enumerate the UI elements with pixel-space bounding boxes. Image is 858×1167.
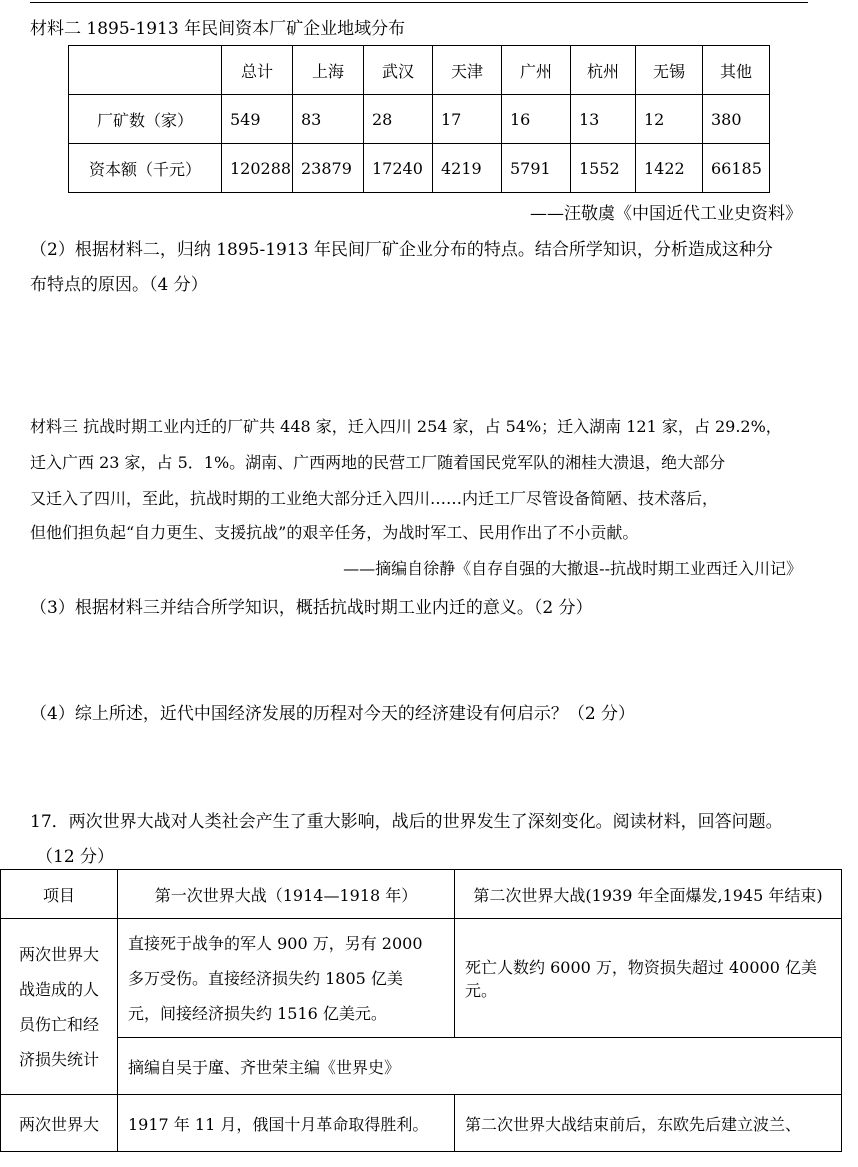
table-row <box>1 1095 842 1152</box>
header-cell-empty <box>69 46 222 95</box>
label-line: 战造成的人 <box>18 979 99 999</box>
header-cell-other: 其他 <box>703 46 770 95</box>
table-cell: 83 <box>293 95 364 144</box>
world-wars-table <box>0 869 842 1152</box>
table-cell: 23879 <box>293 144 364 193</box>
table-cell: 549 <box>222 95 293 144</box>
material3-line: 但他们担负起“自力更生、支援抗战”的艰辛任务，为战时军工、民用作出了不小贡献。 <box>30 523 639 542</box>
table-cell: 13 <box>571 95 636 144</box>
question-3: （3）根据材料三并结合所学知识，概括抗战时期工业内迁的意义。（2 分） <box>30 598 593 618</box>
header-cell-hangzhou: 杭州 <box>571 46 636 95</box>
header-cell-total: 总计 <box>222 46 293 95</box>
table-row <box>69 95 770 144</box>
table-cell: 1552 <box>571 144 636 193</box>
question-2-line2: 布特点的原因。（4 分） <box>30 275 208 295</box>
table-header-row <box>1 870 842 919</box>
header-cell-ww2: 第二次世界大战(1939 年全面爆发,1945 年结束) <box>455 870 842 919</box>
header-cell-guangzhou: 广州 <box>502 46 571 95</box>
table-row <box>1 1038 842 1095</box>
table-cell: 17240 <box>364 144 433 193</box>
material3-line: 又迁入了四川，至此，抗战时期的工业绝大部分迁入四川……内迁工厂尽管设备简陋、技术落后， <box>30 489 719 508</box>
header-cell-wuhan: 武汉 <box>364 46 433 95</box>
table-cell: 120288 <box>222 144 293 193</box>
material2-title: 材料二 1895-1913 年民间资本厂矿企业地域分布 <box>30 19 406 39</box>
table-cell: 66185 <box>703 144 770 193</box>
material2-source: ——汪敬虞《中国近代工业史资料》 <box>530 204 802 224</box>
question-2-line1: （2）根据材料二，归纳 1895-1913 年民间厂矿企业分布的特点。结合所学知识，分析造成这种分 <box>30 240 773 260</box>
table-cell: 5791 <box>502 144 571 193</box>
material2-table <box>68 45 770 193</box>
label-line: 员伤亡和经 <box>18 1014 99 1034</box>
page-top-rule <box>30 2 808 3</box>
ww2-results-cell: 第二次世界大战结束前后，东欧先后建立波兰、 <box>455 1095 842 1152</box>
row-label: 资本额（千元） <box>69 144 222 193</box>
material3-line: 迁入广西 23 家，占 5．1%。湖南、广西两地的民营工厂随着国民党军队的湘桂大溃退，绝大部分 <box>30 453 726 472</box>
table-row <box>69 144 770 193</box>
label-line: 济损失统计 <box>18 1049 99 1069</box>
row-label-results: 两次世界大 <box>1 1095 118 1152</box>
header-cell-item: 项目 <box>1 870 118 919</box>
header-cell-ww1: 第一次世界大战（1914—1918 年） <box>118 870 455 919</box>
question-17-line2: （12 分） <box>36 847 115 867</box>
table-cell: 380 <box>703 95 770 144</box>
material3-line: 材料三 抗战时期工业内迁的厂矿共 448 家，迁入四川 254 家，占 54%；迁入湖南 121 家，占 29.2%， <box>30 417 782 436</box>
header-cell-wuxi: 无锡 <box>636 46 703 95</box>
table-row <box>1 919 842 1038</box>
casualties-source-cell: 摘编自吴于廑、齐世荣主编《世界史》 <box>118 1038 842 1095</box>
cell-line: 直接死于战争的军人 900 万，另有 2000 <box>128 933 423 953</box>
material3-source: ——摘编自徐静《自存自强的大撤退--抗战时期工业西迁入川记》 <box>343 559 802 578</box>
ww1-casualties-cell <box>118 919 455 1038</box>
cell-line: 元，间接经济损失约 1516 亿美元。 <box>128 1003 387 1023</box>
table-cell: 28 <box>364 95 433 144</box>
question-17-line1: 17．两次世界大战对人类社会产生了重大影响，战后的世界发生了深刻变化。阅读材料，回答问题。 <box>30 812 783 832</box>
table-cell: 12 <box>636 95 703 144</box>
question-4: （4）综上所述，近代中国经济发展的历程对今天的经济建设有何启示？（2 分） <box>30 704 636 724</box>
label-line: 两次世界大 <box>18 944 99 964</box>
ww1-results-cell: 1917 年 11 月，俄国十月革命取得胜利。 <box>118 1095 455 1152</box>
table-cell: 16 <box>502 95 571 144</box>
cell-line: 多万受伤。直接经济损失约 1805 亿美 <box>128 968 403 988</box>
header-cell-tianjin: 天津 <box>433 46 502 95</box>
table-cell: 1422 <box>636 144 703 193</box>
table-cell: 17 <box>433 95 502 144</box>
row-label: 厂矿数（家） <box>69 95 222 144</box>
ww2-casualties-cell: 死亡人数约 6000 万，物资损失超过 40000 亿美元。 <box>455 919 842 1038</box>
row-label-casualties <box>1 919 118 1095</box>
table-cell: 4219 <box>433 144 502 193</box>
table-header-row <box>69 46 770 95</box>
header-cell-shanghai: 上海 <box>293 46 364 95</box>
